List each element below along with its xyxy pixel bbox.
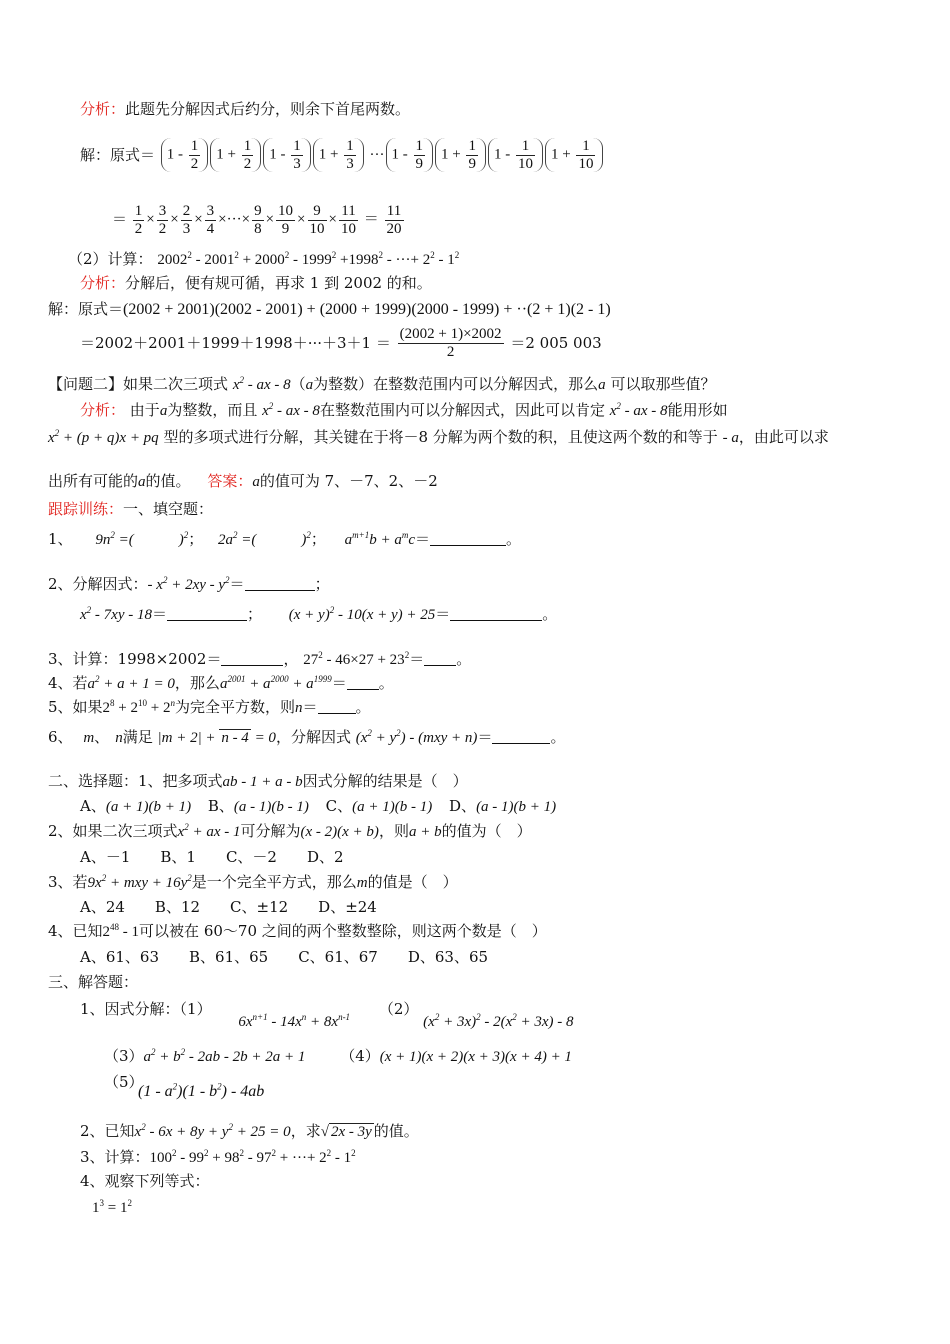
- choice-4: 4、已知$2^{48} - 1$可以被在 60～70 之间的两个整数整除，则这两个数是（ ）: [48, 922, 547, 940]
- answer-blank[interactable]: [450, 606, 542, 621]
- problem-label: 【问题二】: [48, 375, 124, 393]
- analysis-label: 分析：: [80, 100, 126, 118]
- bracket: 1 + $\frac{1}{3}$: [313, 138, 364, 172]
- answer-blank[interactable]: [347, 675, 379, 690]
- choice-3: 3、若$9x^2$ + mxy + $16y^2$是一个完全平方式，那么m的值是（ ）: [48, 873, 458, 891]
- item-text: 1、因式分解：（1）: [80, 1000, 212, 1018]
- text: ，则: [378, 822, 409, 840]
- item-text: 3、计算：: [80, 1148, 150, 1166]
- option-label: D、: [449, 797, 477, 815]
- problem-2: 【问题二】如果二次三项式 $x^2$ - ax - 8（a为整数）在整数范围内可以分解因式，那么a 可以取那些值？: [48, 375, 716, 393]
- item-text: （2）: [378, 1000, 419, 1018]
- text: 在整数范围内可以分解因式，因此可以肯定: [319, 401, 605, 419]
- option-d[interactable]: D、(a - 1)(b + 1): [449, 797, 557, 815]
- fill-1: 1、 $9n^2$ =( )$^2$； $2a^2$ =( )$^2$； $a^{m+1}b + a^mc=$ 。: [48, 530, 522, 548]
- analysis-label: 分析：: [80, 401, 126, 419]
- fill-6: 6、 m、 n满足 |m + 2| + n - 4 = 0，分解因式 $(x^2 + y^2) - (mxy + n)=$ 。: [48, 728, 566, 746]
- answer-1-5-expr: $(1 - a^2)(1 - b^2) - 4ab$: [138, 1082, 265, 1101]
- text: （: [290, 375, 306, 393]
- bracket: 1 + $\frac{1}{9}$: [435, 138, 486, 172]
- answer-line: 出所有可能的a的值。 答案：a的值可为 7、－7、2、－2: [48, 472, 438, 490]
- analysis-3-line-2: $x^2 + (p + q)x$ + pq 型的多项式进行分解，其关键在于将－8 分解为两个数的积，且使这两个数的和等于 - a，由此可以求: [48, 428, 829, 446]
- item-text: 4、若: [48, 674, 88, 692]
- fill-2-line-2: $x^2 - 7xy - 18=$ ； $(x + y)^2 - 10(x + y) + 25=$ 。: [80, 605, 558, 623]
- item-text: 2、已知: [80, 1122, 135, 1140]
- section-3-title: 三、解答题：: [48, 973, 139, 991]
- sum-text: ＝2002＋2001＋1999＋1998＋···＋3＋1 ＝: [80, 334, 391, 352]
- text: 的值。: [373, 1122, 419, 1140]
- text: 出所有可能的: [48, 472, 139, 490]
- choice-4-options[interactable]: A、61、63 B、61、65 C、61、67 D、63、65: [80, 948, 489, 966]
- item-text: 3、计算：1998×2002＝: [48, 650, 222, 668]
- equals: ＝: [363, 211, 379, 228]
- text: ，: [283, 650, 299, 668]
- equation-1: $1^3 = 1^2$: [92, 1198, 132, 1216]
- fill-2: 2、分解因式：- $x^2 + 2xy - y^2=$ ；: [48, 575, 330, 593]
- text: 型的多项式进行分解，其关键在于将－8 分解为两个数的积，且使这两个数的和等于: [163, 428, 718, 446]
- text: 为整数，而且: [167, 401, 258, 419]
- choice-1-options: [80, 797, 556, 816]
- result: ＝2 005 003: [510, 334, 602, 352]
- bracket: 1 - $\frac{1}{3}$: [263, 138, 311, 172]
- text: ，分解因式: [275, 728, 351, 746]
- text: 满足: [122, 728, 153, 746]
- answer-4: 4、观察下列等式：: [80, 1172, 210, 1190]
- analysis-1: [80, 100, 410, 118]
- bracket: 1 + $\frac{1}{10}$: [545, 138, 603, 172]
- choice-1: 二、选择题：1、把多项式ab - 1 + a - b因式分解的结果是（ ）: [48, 772, 468, 790]
- solution-row-1: [80, 138, 604, 172]
- choice-2-options[interactable]: A、－1 B、1 C、－2 D、2: [80, 848, 344, 866]
- answer-blank[interactable]: [430, 531, 506, 546]
- text: 为完全平方数，则: [174, 698, 295, 716]
- dots: ···: [369, 147, 385, 163]
- text: 由于: [129, 401, 160, 419]
- option-label: B、: [207, 797, 234, 815]
- training-label: 跟踪训练：: [48, 500, 124, 518]
- fill-4: 4、若$a^2 + a + 1 = 0$，那么$a^{2001} + a^{2000} + a^{1999}=$ 。: [48, 674, 394, 692]
- text: 如果二次三项式: [123, 375, 229, 393]
- option-c[interactable]: C、(a + 1)(b - 1): [325, 797, 433, 815]
- text: 为整数）在整数范围内可以分解因式，那么: [313, 375, 599, 393]
- answer-1-row-2: $(3)a^2 + b^2 - 2ab - 2b + 2a + 1$ （4）(x + 1)(x + 2)(x + 3)(x + 4) + 1: [104, 1047, 572, 1065]
- analysis-3: 分析： 由于a为整数，而且 $x^2$ - ax - 8在整数范围内可以分解因式，因此可以肯定 $x^2$ - ax - 8能用形如: [80, 401, 728, 419]
- option-label: C、: [325, 797, 353, 815]
- text: 因式分解的结果是（ ）: [302, 772, 468, 790]
- question-2: （2）计算： $2002^2 - 2001^2 + 2000^2 - 1999^2 +1998^2$ - ···+ $2^2 - 1^2$: [68, 250, 460, 268]
- solution-label: 解：原式＝: [48, 300, 124, 318]
- choice-2: 2、如果二次三项式$x^2$ + ax - 1可分解为(x - 2)(x + b)，则a + b的值为（ ）: [48, 822, 532, 840]
- item-text: 2、如果二次三项式: [48, 822, 178, 840]
- text: 、: [94, 728, 110, 746]
- text: 可以取那些值？: [605, 375, 716, 393]
- text: 可分解为: [240, 822, 301, 840]
- bracket: 1 - $\frac{1}{9}$: [386, 138, 434, 172]
- item-text: 4、已知: [48, 922, 103, 940]
- text: 的值是（ ）: [367, 873, 458, 891]
- item-text: （4）: [340, 1047, 380, 1065]
- text: ，那么: [174, 674, 220, 692]
- q2-label: （2）计算：: [68, 250, 153, 268]
- text: ，求: [290, 1122, 321, 1140]
- section-title: 一、填空题：: [123, 500, 214, 518]
- option-a[interactable]: A、(a + 1)(b + 1): [80, 797, 192, 815]
- answer-blank[interactable]: [492, 729, 550, 744]
- answer-blank[interactable]: [245, 576, 315, 591]
- item-text: （5）: [104, 1073, 144, 1091]
- text: 的值为（ ）: [441, 822, 532, 840]
- fill-3: 3、计算：1998×2002＝ ， $27^2 - 46\times 27 + 23^2=$ 。: [48, 650, 472, 668]
- answer-blank[interactable]: [167, 606, 247, 621]
- solution-2-line-2: ＝2002＋2001＋1999＋1998＋···＋3＋1 ＝ $\frac{(2002 + 1)\times 2002}{2}$ ＝2 005 003: [80, 326, 602, 360]
- item-text: 5、如果: [48, 698, 103, 716]
- item-text: 2、分解因式：: [48, 575, 148, 593]
- bracket: 1 - $\frac{1}{10}$: [488, 138, 543, 172]
- answer-blank[interactable]: [424, 651, 456, 666]
- section-title: 二、选择题：1、把多项式: [48, 772, 223, 790]
- answer-2: 2、已知$x^2 - 6x + 8y + y^2 + 25 = 0$，求√ 2x - 3y 的值。: [80, 1122, 419, 1140]
- analysis-text: 分解后，便有规可循，再求 1 到 2002 的和。: [125, 274, 432, 292]
- dots: ×···×: [218, 211, 251, 228]
- option-b[interactable]: B、(a - 1)(b - 1): [207, 797, 309, 815]
- text: 能用形如: [667, 401, 728, 419]
- solution-label: 解：原式＝: [80, 146, 156, 164]
- training-heading: [48, 500, 213, 518]
- text: 是一个完全平方式，那么: [191, 873, 357, 891]
- option-label: A、: [80, 797, 106, 815]
- solution-2-line-1: 解：原式＝(2002 + 2001)(2002 - 2001) + (2000 + 1999)(2000 - 1999) + ··(2 + 1)(2 - 1): [48, 300, 611, 318]
- item-text: （3）: [104, 1047, 144, 1065]
- fill-5: 5、如果$2^8 + 2^{10} + 2^n$为完全平方数，则n＝ 。: [48, 698, 371, 716]
- answer-3: 3、计算：$100^2 - 99^2 + 98^2 - 97^2$ + ···+ $2^2 - 1^2$: [80, 1148, 356, 1166]
- item-text: 6、: [48, 728, 73, 746]
- choice-3-options[interactable]: A、24 B、12 C、±12 D、±24: [80, 898, 377, 916]
- text: ，由此可以求: [738, 428, 829, 446]
- equals: ＝: [112, 212, 128, 228]
- analysis-text: 此题先分解因式后约分，则余下首尾两数。: [125, 100, 411, 118]
- item-number: 1、: [48, 530, 73, 548]
- bracket: 1 + $\frac{1}{2}$: [210, 138, 261, 172]
- analysis-label: 分析：: [80, 274, 126, 292]
- analysis-2: [80, 274, 432, 292]
- answer-label: 答案：: [207, 472, 253, 490]
- text: 可以被在 60～70 之间的两个整数整除，则这两个数是（ ）: [139, 922, 547, 940]
- answer-blank[interactable]: [221, 651, 283, 666]
- solution-row-2: ＝ $\frac{1}{2}$ × $\frac{3}{2}$ × $\frac{2}{3}$ × $\frac{3}{4}$ ×···× $\frac{9}{8}$ × $\frac{10}{9}$ × $\frac{9}{10}$ × $\frac{11}{10}$ ＝ $\frac{11}{20}$: [112, 203, 402, 237]
- answer-blank[interactable]: [318, 699, 356, 714]
- text: 的值。: [145, 472, 191, 490]
- answer-text: 的值可为 7、－7、2、－2: [259, 472, 438, 490]
- answer-1: 1、因式分解：（1） $6x^{n+1} - 14x^n + 8x^{n-1}$ （2） $(x^2 + 3x)^2 - 2(x^2 + 3x) - 8$: [80, 1000, 574, 1030]
- item-text: 3、若: [48, 873, 88, 891]
- bracket: 1 - $\frac{1}{2}$: [161, 138, 209, 172]
